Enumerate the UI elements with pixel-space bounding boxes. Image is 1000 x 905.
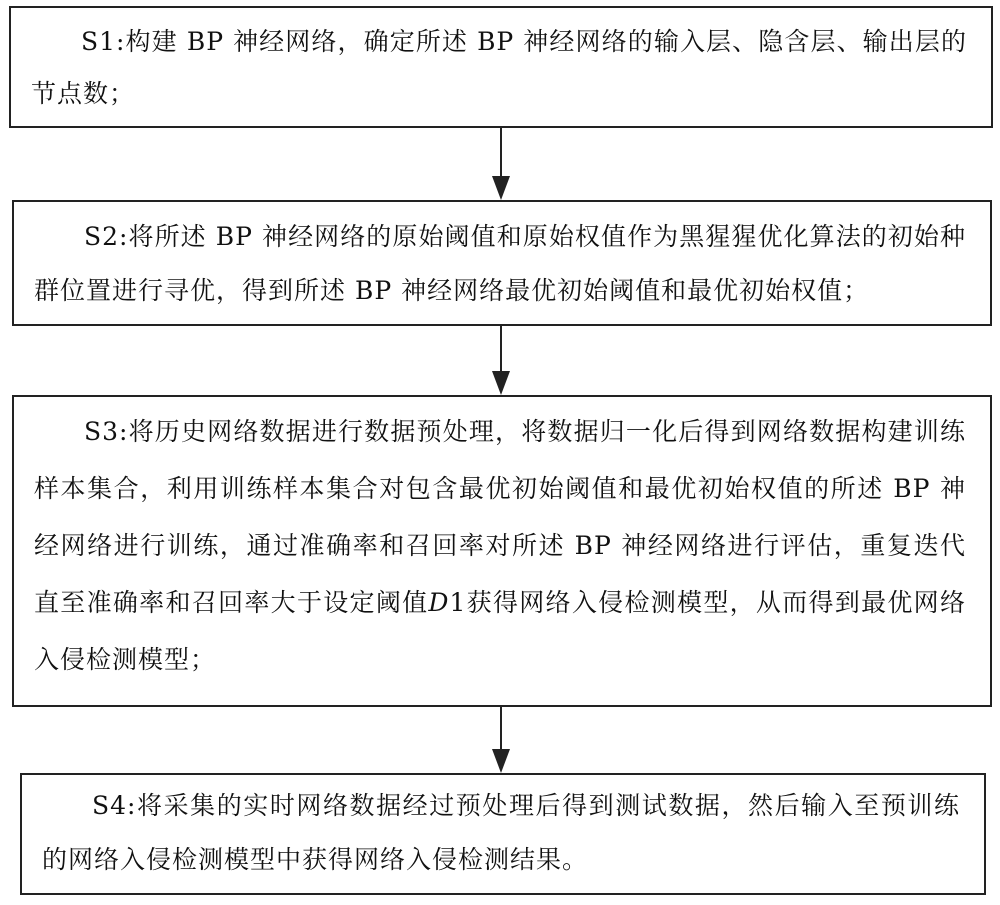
step-s3-text-after: 获得网络入侵检测模型，从而得到最优网络入侵检测模型； [34,588,966,674]
step-s2-box [12,200,992,326]
threshold-variable: D [428,588,450,617]
step-s1-text: S1:构建 BP 神经网络，确定所述 BP 神经网络的输入层、隐含层、输出层的节点数； [31,27,967,108]
arrow-head-icon [492,176,510,200]
step-s4-box [20,773,986,895]
step-s4-text: S4:将采集的实时网络数据经过预处理后得到测试数据，然后输入至预训练的网络入侵检测模型中获得网络入侵检测结果。 [42,791,960,874]
flow-arrow-s2-s3 [500,326,502,372]
step-s1-box [9,6,993,128]
arrow-head-icon [492,371,510,395]
flow-arrow-s1-s2 [500,128,502,178]
step-s3-box [12,395,992,707]
step-s2-text: S2:将所述 BP 神经网络的原始阈值和原始权值作为黑猩猩优化算法的初始种群位置进行寻优，得到所述 BP 神经网络最优初始阈值和最优初始权值； [34,222,966,305]
threshold-variable-index: 1 [449,588,467,617]
flow-arrow-s3-s4 [500,707,502,749]
step-s3-text-before: S3:将历史网络数据进行数据预处理，将数据归一化后得到网络数据构建训练样本集合，利用训练样本集合对包含最优初始阈值和最优初始权值的所述 BP 神经网络进行训练，通过准确率和召回率对所述 BP 神经网络进行评估，重复迭代直至准确率和召回率大于设定阈值 [34,417,966,617]
arrow-head-icon [492,749,510,773]
